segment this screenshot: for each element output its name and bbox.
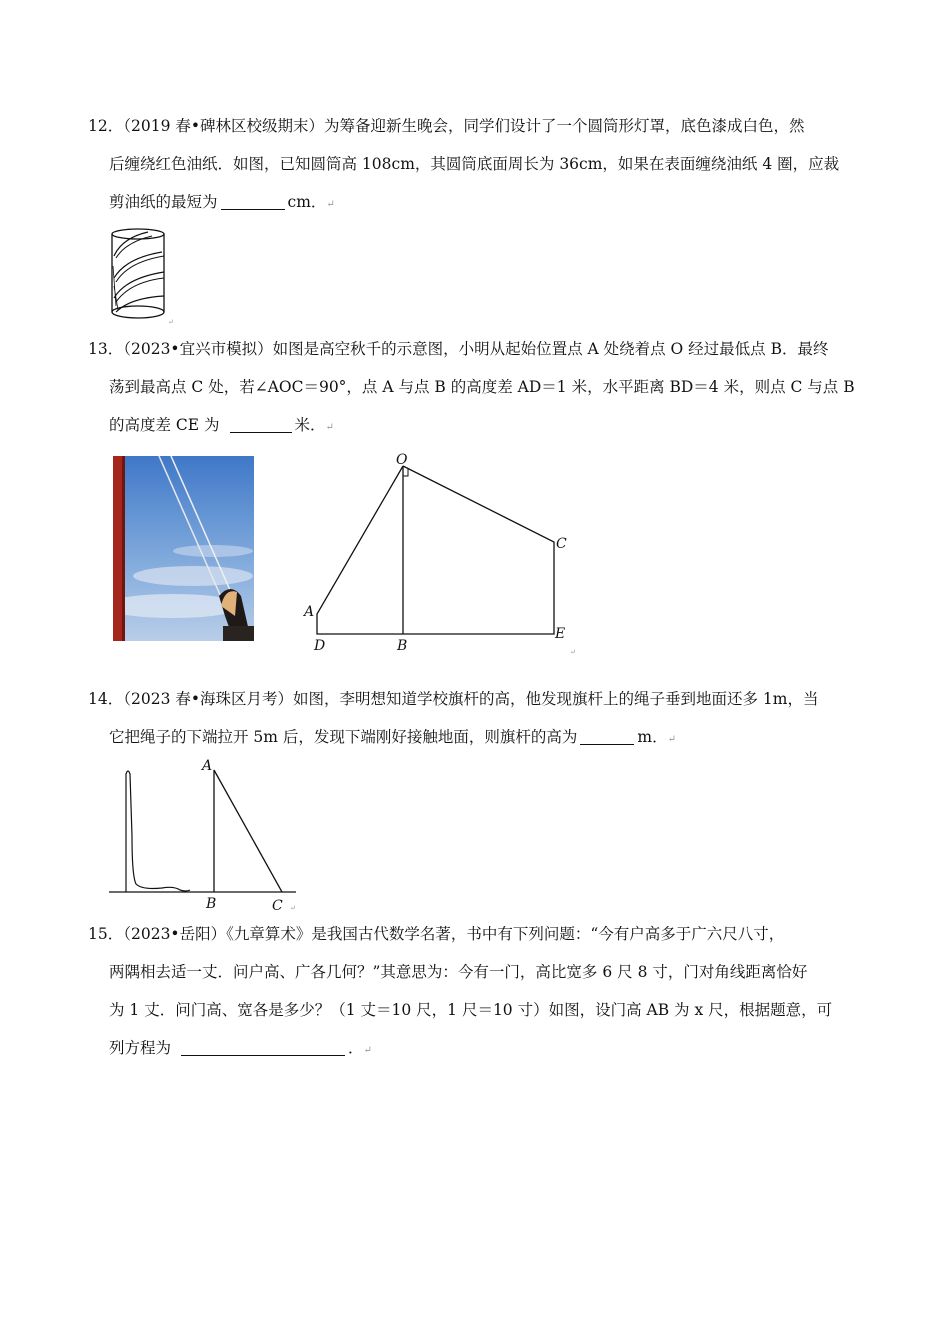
label-A: A <box>304 604 315 620</box>
question-text: 后缠绕红色油纸．如图，已知圆筒高 108cm，其圆筒底面周长为 36cm，如果在表面缠绕油纸 4 圈，应裁 <box>109 155 840 173</box>
question-text: （2023•岳阳）《九章算术》是我国古代数学名著，书中有下列问题：“今有户高多于广六尺八寸， <box>123 925 785 943</box>
question-number: 15． <box>88 925 124 943</box>
svg-text:↵: ↵ <box>168 318 174 326</box>
question-14: 14．（2023 春•海珠区月考）如图，李明想知道学校旗杆的高，他发现旗杆上的绳子垂到地面还多 1m，当 它把绳子的下端拉开 5m 后，发现下端刚好接触地面，则旗杆的高为 m．↵ <box>88 690 819 746</box>
question-text: （2019 春•碑林区校级期末）为筹备迎新生晚会，同学们设计了一个圆筒形灯罩，底色漆成白色，然 <box>123 117 805 135</box>
question-text: 剪油纸的最短为 <box>109 193 218 211</box>
svg-text:↵: ↵ <box>570 648 576 656</box>
question-12: 12．（2019 春•碑林区校级期末）为筹备迎新生晚会，同学们设计了一个圆筒形灯罩，底色漆成白色，然 后缠绕红色油纸．如图，已知圆筒高 108cm，其圆筒底面周长为 36cm，如果在表面缠绕油纸 4 圈，应裁 剪油纸的最短为 cm．↵ <box>88 107 868 224</box>
label-B: B <box>206 896 217 912</box>
cylinder-figure <box>108 226 174 326</box>
swing-diagram <box>296 446 586 658</box>
label-C: C <box>272 898 283 914</box>
question-text: 列方程为 <box>109 1039 172 1057</box>
label-C: C <box>556 536 567 552</box>
question-15: 15．（2023•岳阳）《九章算术》是我国古代数学名著，书中有下列问题：“今有户高多于广六尺八寸， 两隅相去适一丈．问户高、广各几何？”其意思为：今有一门，高比宽多 6 尺 8 寸，门对角线距离恰好 为 1 丈．问门高、宽各是多少？（1 丈＝10 尺，1 尺＝10 寸）如图，设门高 AB 为 x 尺，根据题意，可 列方程为 ．↵ <box>88 915 868 1070</box>
answer-blank[interactable] <box>181 1037 345 1056</box>
flagpole-diagram <box>106 756 302 914</box>
question-text: （2023•宜兴市模拟）如图是高空秋千的示意图，小明从起始位置点 A 处绕着点 O 经过最低点 B．最终 <box>123 340 829 358</box>
question-text: 荡到最高点 C 处，若∠AOC＝90°，点 A 与点 B 的高度差 AD＝1 米，水平距离 BD＝4 米，则点 C 与点 B <box>109 378 855 396</box>
swing-photo <box>113 456 254 641</box>
question-text: （2023 春•海珠区月考）如图，李明想知道学校旗杆的高，他发现旗杆上的绳子垂到地面还多 1m，当 <box>123 690 819 708</box>
question-number: 13． <box>88 340 124 358</box>
question-text: 的高度差 CE 为 <box>109 416 220 434</box>
label-B: B <box>397 638 408 654</box>
question-number: 14． <box>88 690 124 708</box>
answer-blank[interactable] <box>580 726 634 745</box>
question-text: 为 1 丈．问门高、宽各是多少？（1 丈＝10 尺，1 尺＝10 寸）如图，设门高 AB 为 x 尺，根据题意，可 <box>109 1001 833 1019</box>
label-A: A <box>202 758 213 774</box>
label-D: D <box>314 638 326 654</box>
question-13: 13．（2023•宜兴市模拟）如图是高空秋千的示意图，小明从起始位置点 A 处绕着点 O 经过最低点 B．最终 荡到最高点 C 处，若∠AOC＝90°，点 A 与点 B 的高度差 AD＝1 米，水平距离 BD＝4 米，则点 C 与点 B 的高度差 CE 为 米．↵ <box>88 330 868 447</box>
answer-blank[interactable] <box>221 191 285 210</box>
question-tail: m． <box>637 728 668 746</box>
label-O: O <box>396 452 408 468</box>
question-tail: 米． <box>294 416 326 434</box>
label-E: E <box>555 626 566 642</box>
question-tail: ． <box>348 1039 364 1057</box>
question-tail: cm． <box>287 193 327 211</box>
question-text: 两隅相去适一丈．问户高、广各几何？”其意思为：今有一门，高比宽多 6 尺 8 寸，门对角线距离恰好 <box>109 963 808 981</box>
question-number: 12． <box>88 117 124 135</box>
answer-blank[interactable] <box>230 414 292 433</box>
question-text: 它把绳子的下端拉开 5m 后，发现下端刚好接触地面，则旗杆的高为 <box>109 728 578 746</box>
svg-text:↵: ↵ <box>290 904 296 912</box>
